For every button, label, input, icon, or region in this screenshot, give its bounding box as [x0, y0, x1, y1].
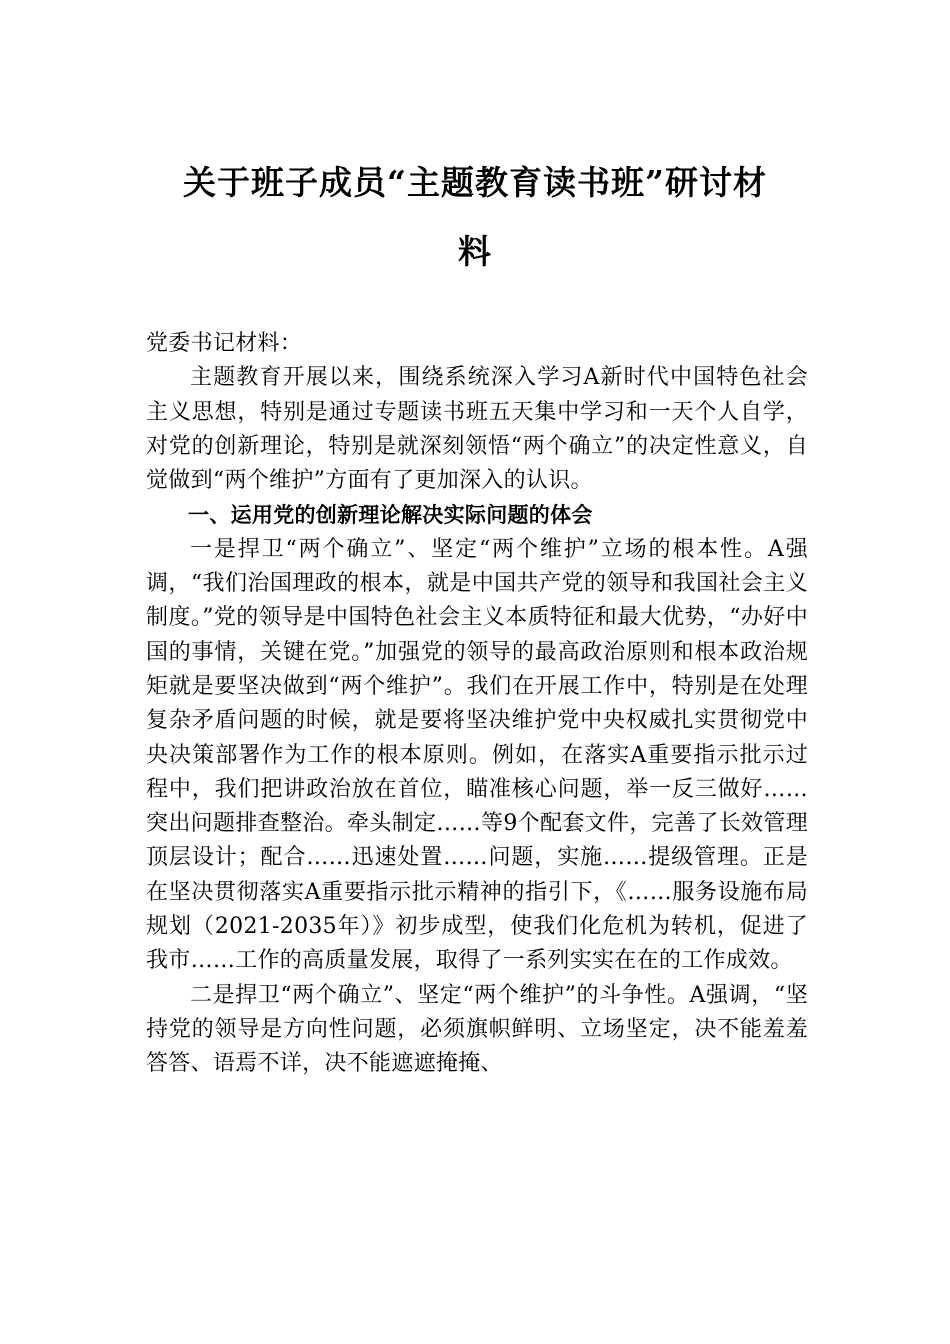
body-paragraph-2: 二是捍卫“两个确立”、坚定“两个维护”的斗争性。A强调，“坚持党的领导是方向性问题，必须旗帜鲜明、立场坚定，决不能羞羞答答、语焉不详，决不能遮遮掩掩、	[146, 982, 808, 1077]
author-label: 党委书记材料：	[146, 331, 303, 356]
intro-paragraph: 主题教育开展以来，围绕系统深入学习A新时代中国特色社会主义思想，特别是通过专题读书班五天集中学习和一天个人自学，对党的创新理论，特别是就深刻领悟“两个确立”的决定性意义，自觉做到“两个维护”方面有了更加深入的认识。	[146, 365, 808, 494]
document-body	[146, 327, 808, 1082]
document-title-line-1: 关于班子成员“主题教育读书班”研讨材	[183, 163, 767, 202]
section-heading-1: 一、运用党的创新理论解决实际问题的体会	[188, 503, 593, 528]
document-title-line-2: 料	[458, 232, 492, 271]
body-paragraph-1: 一是捍卫“两个确立”、坚定“两个维护”立场的根本性。A强调，“我们治国理政的根本，就是中国共产党的领导和我国社会主义制度。”党的领导是中国特色社会主义本质特征和最大优势，“办好中国的事情，关键在党。”加强党的领导的最高政治原则和根本政治规矩就是要坚决做到“两个维护”。我们在开展工作中，特别是在处理复杂矛盾问题的时候，就是要将坚决维护党中央权威扎实贯彻党中央决策部署作为工作的根本原则。例如，在落实A重要指示批示过程中，我们把讲政治放在首位，瞄准核心问题，举一反三做好……突出问题排查整治。牵头制定……等9个配套文件，完善了长效管理顶层设计；配合……迅速处置……问题，实施……提级管理。正是在坚决贯彻落实A重要指示批示精神的指引下，《……服务设施布局规划（2021-2035年）》初步成型，使我们化危机为转机，促进了我市……工作的高质量发展，取得了一系列实实在在的工作成效。	[146, 536, 808, 974]
